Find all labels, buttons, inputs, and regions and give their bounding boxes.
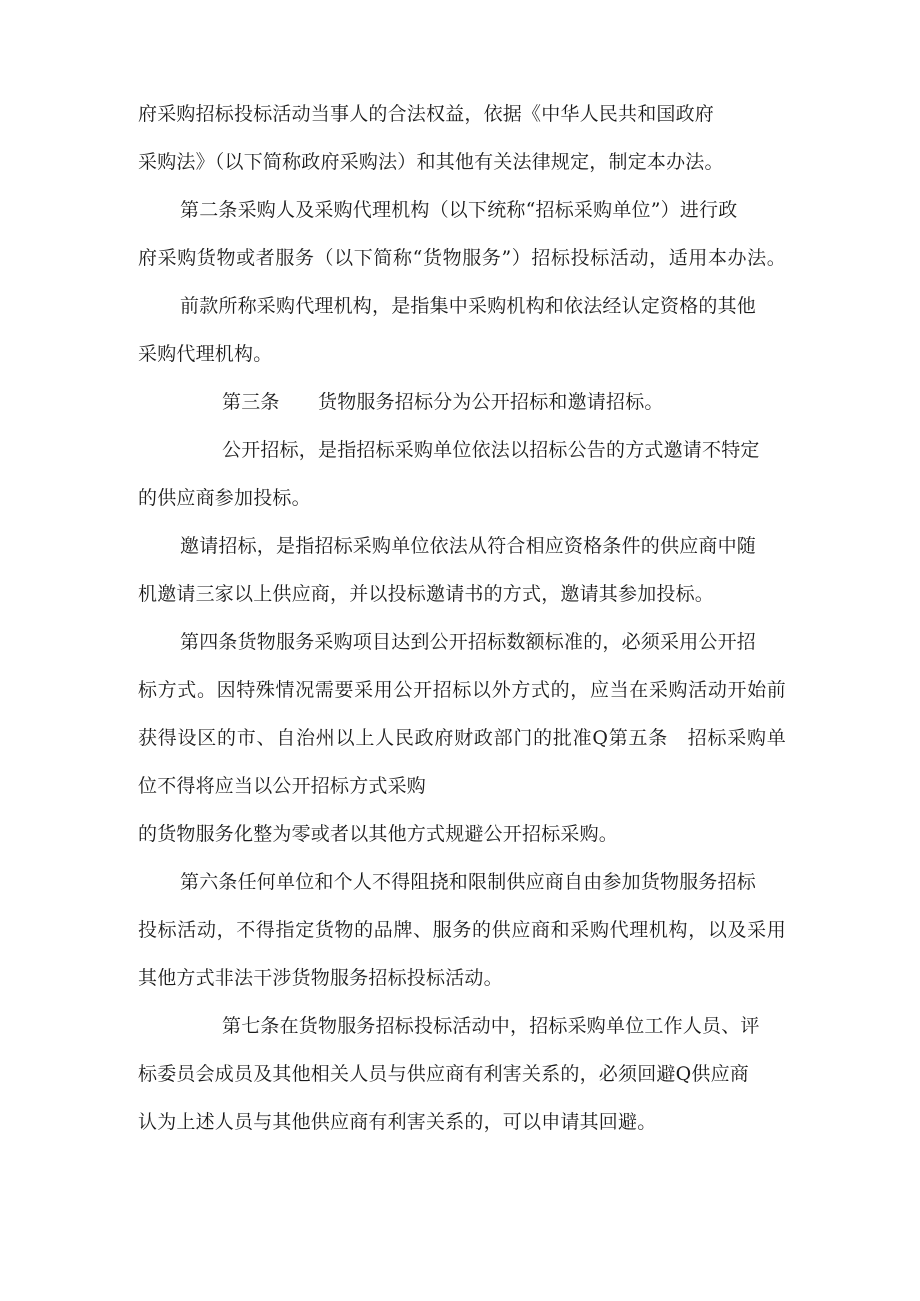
text-line-6: 采购代理机构。 bbox=[138, 343, 273, 365]
text-line-2: 采购法》（以下简称政府采购法）和其他有关法律规定，制定本办法。 bbox=[138, 151, 724, 173]
text-line-19: 其他方式非法干涉货物服务招标投标活动。 bbox=[138, 967, 503, 989]
text-line-3: 第二条采购人及采购代理机构（以下统称“招标采购单位”）进行政 bbox=[180, 199, 738, 221]
text-line-14: 获得设区的市、自治州以上人民政府财政部门的批准Q第五条 招标采购单 bbox=[138, 727, 786, 749]
text-line-15: 位不得将应当以公开招标方式采购 bbox=[138, 775, 427, 797]
text-line-21: 标委员会成员及其他相关人员与供应商有利害关系的，必须回避Q供应商 bbox=[138, 1063, 749, 1085]
text-line-18: 投标活动，不得指定货物的品牌、服务的供应商和采购代理机构，以及采用 bbox=[138, 919, 786, 941]
text-line-10: 邀请招标，是指招标采购单位依法从符合相应资格条件的供应商中随 bbox=[180, 535, 757, 557]
text-line-16: 的货物服务化整为零或者以其他方式规避公开招标采购。 bbox=[138, 823, 619, 845]
text-line-1: 府采购招标投标活动当事人的合法权益，依据《中华人民共和国政府 bbox=[138, 103, 715, 125]
text-line-5: 前款所称采购代理机构，是指集中采购机构和依法经认定资格的其他 bbox=[180, 295, 757, 317]
text-line-20: 第七条在货物服务招标投标活动中，招标采购单位工作人员、评 bbox=[222, 1015, 760, 1037]
text-line-4: 府采购货物或者服务（以下简称“货物服务”）招标投标活动，适用本办法。 bbox=[138, 247, 786, 269]
text-line-13: 标方式。因特殊情况需要采用公开招标以外方式的，应当在采购活动开始前 bbox=[138, 679, 786, 701]
text-line-8: 公开招标，是指招标采购单位依法以招标公告的方式邀请不特定 bbox=[222, 439, 760, 461]
text-line-22: 认为上述人员与其他供应商有利害关系的，可以申请其回避。 bbox=[138, 1111, 657, 1133]
text-line-12: 第四条货物服务采购项目达到公开招标数额标准的，必须采用公开招 bbox=[180, 631, 757, 653]
text-line-17: 第六条任何单位和个人不得阻挠和限制供应商自由参加货物服务招标 bbox=[180, 871, 757, 893]
text-line-11: 机邀请三家以上供应商，并以投标邀请书的方式，邀请其参加投标。 bbox=[138, 583, 715, 605]
text-line-7: 第三条 货物服务招标分为公开招标和邀请招标。 bbox=[222, 391, 664, 413]
text-line-9: 的供应商参加投标。 bbox=[138, 487, 311, 509]
